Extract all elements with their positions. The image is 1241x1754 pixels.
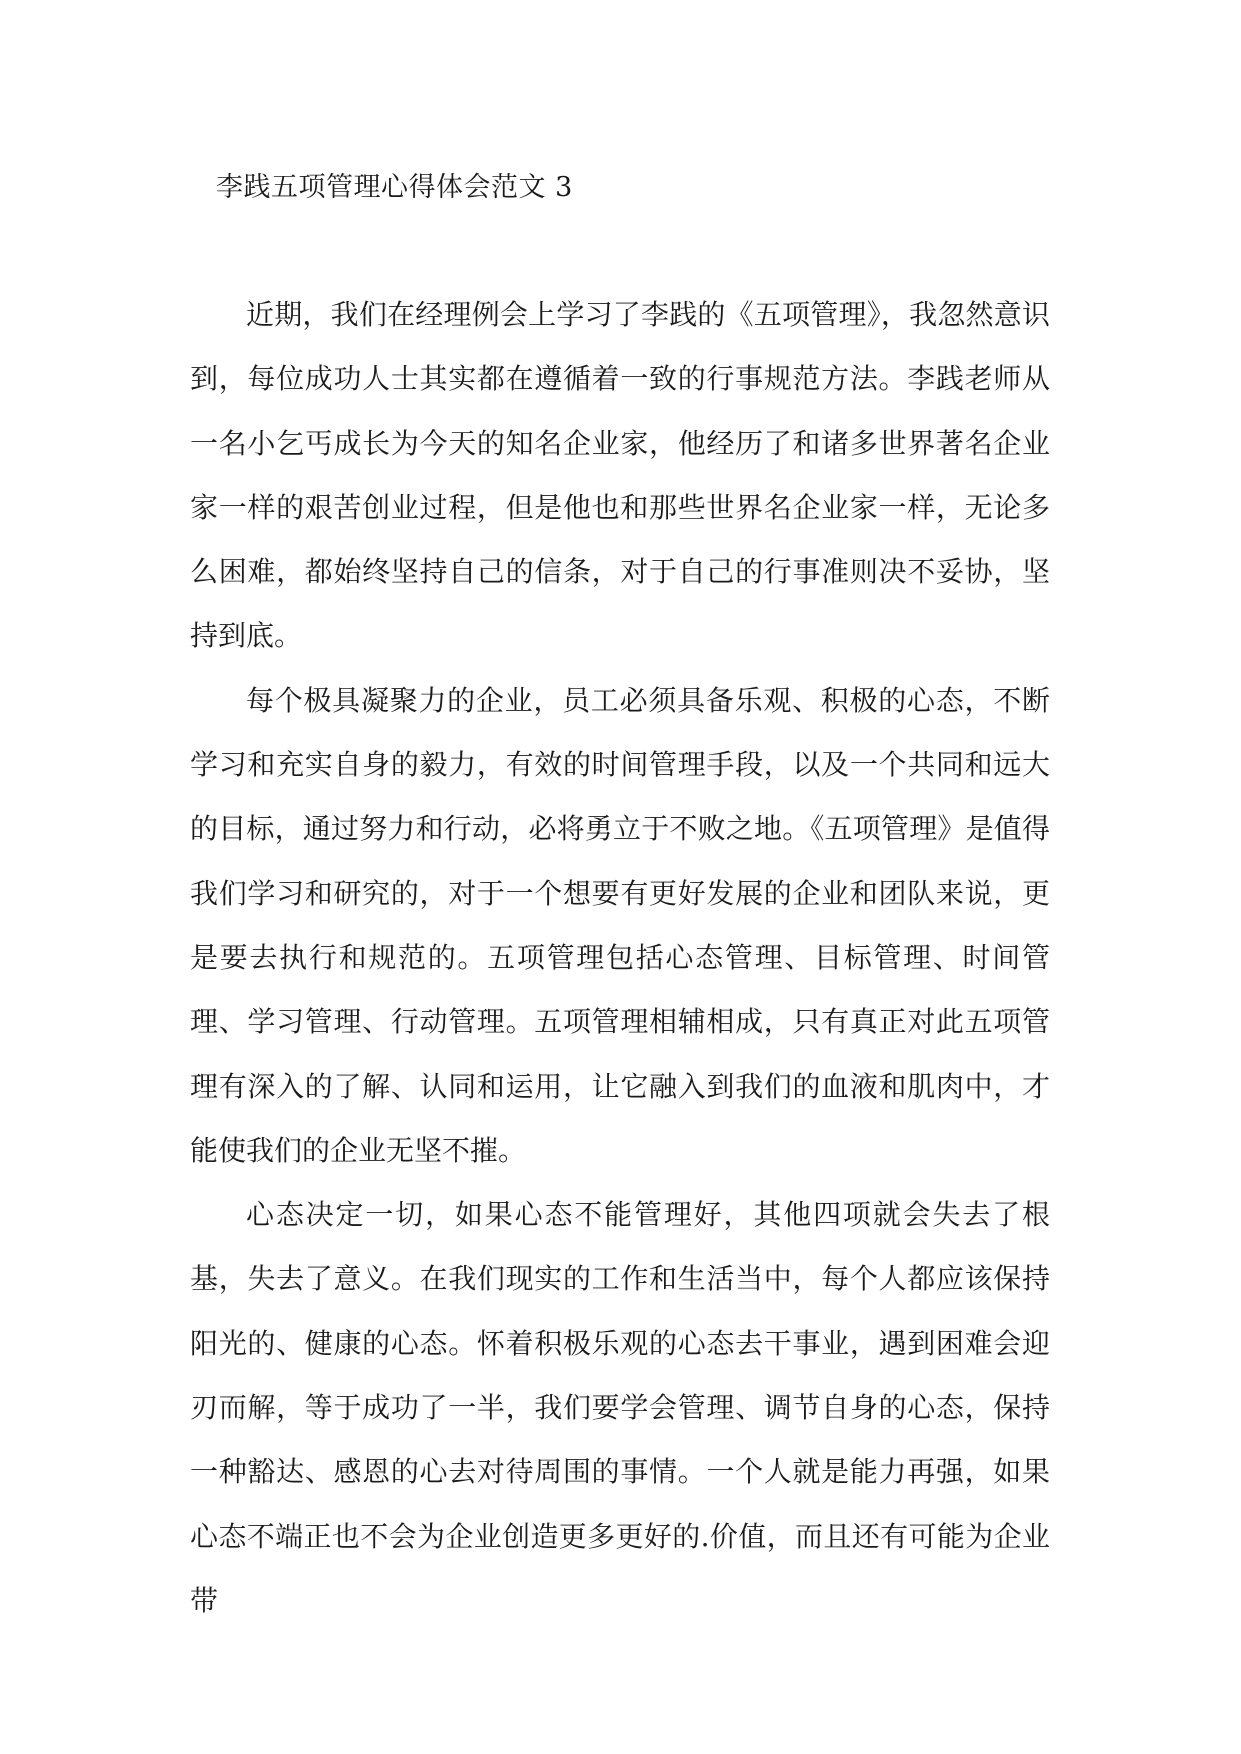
paragraph-five-management: 每个极具凝聚力的企业，员工必须具备乐观、积极的心态，不断学习和充实自身的毅力，有效的时间管理手段，以及一个共同和远大的目标，通过努力和行动，必将勇立于不败之地。《五项管理》是值得我们学习和研究的，对于一个想要有更好发展的企业和团队来说，更是要去执行和规范的。五项管理包括心态管理、目标管理、时间管理、学习管理、行动管理。五项管理相辅相成，只有真正对此五项管理有深入的了解、认同和运用，让它融入到我们的血液和肌肉中，才能使我们的企业无坚不摧。 — [190, 683, 1050, 1167]
document-body — [190, 283, 1050, 1633]
paragraph-intro: 近期，我们在经理例会上学习了李践的《五项管理》，我忽然意识到，每位成功人士其实都在遵循着一致的行事规范方法。李践老师从一名小乞丐成长为今天的知名企业家，他经历了和诸多世界著名企业家一样的艰苦创业过程，但是他也和那些世界名企业家一样，无论多么困难，都始终坚持自己的信条，对于自己的行事准则决不妥协，坚持到底。 — [190, 298, 1050, 653]
document-title: 李践五项管理心得体会范文 3 — [216, 172, 573, 203]
paragraph-mindset: 心态决定一切，如果心态不能管理好，其他四项就会失去了根基，失去了意义。在我们现实的工作和生活当中，每个人都应该保持阳光的、健康的心态。怀着积极乐观的心态去干事业，遇到困难会迎刃而解，等于成功了一半，我们要学会管理、调节自身的心态，保持一种豁达、感恩的心去对待周围的事情。一个人就是能力再强，如果心态不端正也不会为企业创造更多更好的.价值，而且还有可能为企业带 — [190, 1198, 1050, 1617]
